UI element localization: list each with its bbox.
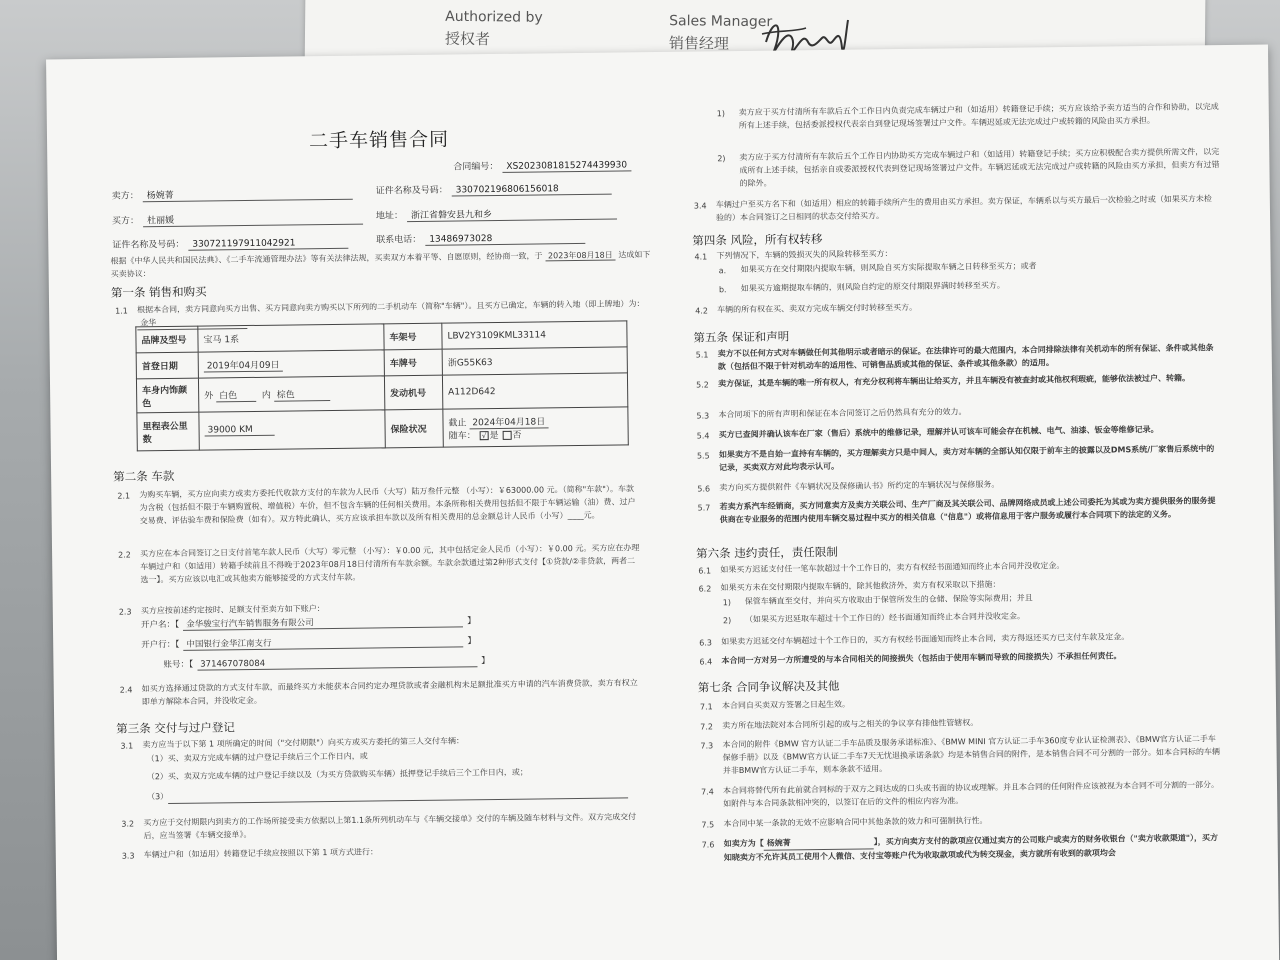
clause-6-2-a: 保管车辆直至交付，并向买方收取由于保管所发生的仓储、保险等实际费用；并且	[744, 593, 1033, 606]
clause-number: 5.5	[696, 451, 710, 461]
clause-3-1-option-1: （1）买、卖双方完成车辆的过户登记手续后三个工作日内，或	[146, 751, 368, 764]
clause-number: 7.3	[700, 741, 714, 751]
buyer-id-field: 证件名称及号码： 330721197911042921	[112, 235, 348, 252]
clause-number: 2.4	[119, 685, 133, 695]
clause-number: 1.1	[115, 306, 128, 316]
clause-number: 3.4	[693, 201, 707, 211]
color-value: 外 白色 内 棕色	[198, 376, 384, 412]
clause-1-1: 根据本合同，卖方同意向买方出售、买方同意向卖方购买以下所列的二手机动车（简称"车辆"）。且买方已确定，车辆的转入地（即上牌地）为：金华	[137, 297, 647, 330]
clause-6-4: 本合同一方对另一方所遭受的与本合同相关的间接损失（包括由于使用车辆而导致的间接损失）不承担任何责任。	[721, 651, 1122, 666]
manager-label: Sales Manager 销售经理	[668, 13, 773, 53]
clause-3-3-option-1: 卖方应于买方付清所有车款后五个工作日内负责完成车辆过户和（如适用）转籍登记手续；买方应该给予卖方适当的合作和协助，以完成所有上述手续，包括委派授权代表亲自到登记现场签署过户文件。车辆迟延或无法完成过户或转籍的风险由买方承担。	[738, 102, 1219, 131]
clause-number: 5.1	[695, 350, 709, 360]
clause-2-1: 为购买车辆，买方应向卖方或卖方委托代收款方支付的车款为人民币（大写）陆万叁仟元整 （小写）：￥63000.00 元。（简称"车款"）。车款为含税（包括但不限于车辆购置税、增值税）车价，但不包含车辆的任何相关费用。本条所称相关费用包括但不限于车辆运输（油）费、过户交易费、评估验车费和保险费（如有）。双方特此确认，买方应该承担车款以及所有相关费用的总金额总计人民币（小写）____元。	[139, 484, 636, 526]
insurance-label: 保险状况	[385, 409, 443, 448]
clause-number: 7.5	[701, 820, 715, 830]
clause-4-1-b: 如果买方逾期提取车辆的，则风险自约定的原交付期限界满时转移至买方。	[740, 280, 1005, 293]
clause-number: 2.1	[117, 491, 131, 501]
clause-number: 2.3	[118, 607, 132, 617]
account-bank-row: 开户行：【 中国银行金华江南支行 】	[141, 636, 477, 651]
clause-number: a.	[718, 266, 727, 276]
clause-number: 7.2	[700, 722, 714, 732]
seller-field: 卖方： 杨婉菁	[112, 186, 353, 203]
clause-5-5: 如果卖方不是自始一直持有车辆的，买方理解卖方只是中间人，卖方对车辆的全部认知仅限于前车主的披露以及DMS系统/厂家售后系统中的记录，买卖双方对此均表示认可。	[718, 444, 1215, 473]
clause-number: 7.1	[699, 702, 713, 712]
clause-7-6: 如卖方为【 杨婉菁 】，买方向卖方支付的款项应仅通过卖方的公司账户或卖方的财务收银台（"卖方收款渠道"），买方知晓卖方不允许其员工使用个人微信、支付宝等账户代为收取款项或代为转交现金，卖方就所有收到的款项均会	[723, 833, 1219, 863]
clause-number: 5.3	[696, 411, 710, 421]
no-checkbox	[502, 430, 511, 439]
account-name-row: 开户名：【 金华骏宝行汽车销售服务有限公司 】	[140, 616, 476, 631]
clause-number: 5.7	[697, 503, 711, 513]
article-4-heading: 第四条 风险，所有权转移	[692, 231, 823, 248]
clause-7-2: 卖方所在地法院对本合同所引起的或与之相关的争议享有排他性管辖权。	[722, 718, 979, 731]
article-3-heading: 第三条 交付与过户登记	[116, 720, 235, 736]
page-title: 二手车销售合同	[308, 128, 450, 153]
clause-number: 6.1	[698, 566, 712, 576]
contract-sheet	[46, 45, 1279, 960]
reg-label: 首登日期	[136, 352, 198, 379]
vehicle-info-table	[135, 320, 628, 451]
clause-3-1-option-2: （2）买、卖双方完成车辆的过户登记手续以及（为买方贷款购买车辆）抵押登记手续后三个工作日内，或；	[146, 767, 528, 782]
mileage-value: 39000 KM	[199, 410, 385, 450]
insurance-value: 截止 2024年04月18日 随车： √ 是 否	[443, 407, 628, 447]
clause-number: 1)	[722, 598, 732, 608]
account-number-row: 账号：【 371467078084 】	[163, 656, 490, 671]
clause-7-5: 本合同中某一条款的无效不应影响合同中其他条款的效力和可强制执行性。	[723, 816, 988, 829]
clause-5-4: 买方已查阅并确认该车在厂家（售后）系统中的维修记录，理解并认可该车可能会存在机械、电气、油漆、钣金等维修记录。	[718, 424, 1159, 440]
clause-number: 7.4	[700, 787, 714, 797]
clause-4-1: 下列情况下，车辆的毁损灭失的风险转移至买方：	[716, 249, 893, 261]
yes-checkbox: √	[480, 431, 489, 440]
clause-number: 5.4	[696, 431, 710, 441]
clause-number: 3.2	[121, 819, 135, 829]
clause-number: 3.1	[120, 741, 134, 751]
clause-number: 4.1	[694, 252, 708, 262]
mileage-label: 里程表公里数	[137, 412, 199, 451]
clause-4-1-a: 如果买方在交付期限内提取车辆，则风险自买方实际提取车辆之日转移至买方；或者	[740, 261, 1037, 274]
clause-number: 2)	[717, 154, 726, 164]
article-6-heading: 第六条 违约责任，责任限制	[696, 544, 838, 561]
clause-3-3-option-2: 卖方应于买方付清所有车款后五个工作日内协助买方完成车辆过户和（如适用）转籍登记手续；买方应积极配合卖方提供所需文件，以完成所有上述手续，包括亲自或委派授权代表到登记现场签署过户文件。车辆迟延或无法完成过户或转籍的风险由买方承担，但卖方有过错的除外。	[739, 147, 1220, 189]
contract-number: 合同编号： XS2023081815274439930	[453, 157, 631, 173]
clause-number: 2)	[722, 616, 732, 626]
clause-3-2: 买方应于交付期限内到卖方的工作场所接受卖方依据以上第1.1条所列机动车与《车辆交接单》交付的车辆及随车材料与文件。双方完成交付后，应当签署《车辆交接单》。	[143, 812, 637, 841]
clause-number: b.	[718, 285, 727, 295]
table-row	[137, 407, 628, 451]
clause-number: 6.4	[699, 657, 713, 667]
engine-value: A112D642	[442, 373, 627, 409]
clause-4-2: 车辆的所有权在买、卖双方完成车辆交付时转移至买方。	[717, 302, 918, 315]
clause-number: 1)	[716, 109, 726, 119]
clause-number: 5.2	[696, 380, 709, 390]
clause-6-3: 如果卖方迟延交付车辆超过十个工作日的，买方有权经书面通知而终止本合同，卖方得返还买方已支付车款及定金。	[721, 632, 1130, 647]
clause-6-1: 如果买方迟延支付任一笔车款超过十个工作日的，卖方有权经书面通知而终止本合同并没收定金。	[720, 561, 1065, 575]
clause-number: 7.6	[701, 840, 715, 850]
plate-value: 浙G55K63	[442, 347, 627, 375]
seller-id-field: 证件名称及号码： 330702196806156018	[376, 181, 612, 198]
clause-7-1: 本合同自买卖双方签署之日起生效。	[721, 699, 851, 711]
phone-field: 联系电话： 13486973028	[376, 230, 585, 247]
address-field: 地址： 浙江省磐安县九和乡	[376, 206, 617, 223]
article-2-heading: 第二条 车款	[113, 468, 175, 484]
vin-value: LBV2Y3109KML33114	[442, 321, 627, 349]
clause-2-2: 买方应在本合同签订之日支付首笔车款人民币（大写）零元整 （小写）：￥0.00 元，其中包括定金人民币（小写）：￥0.00 元。买方应在办理车辆过户和（如适用）转籍手续前且不得晚于2023年08月18日付清所有车款余额。车款余款通过第2种形式支付【①贷款/②非贷款，两者二选一】。买方应该以电汇或其他卖方能够接受的方式支付车款。	[140, 543, 640, 585]
clause-6-2: 如果买方未在交付期限内提取车辆的，除其他救济外，卖方有权采取以下措施：	[720, 579, 1001, 593]
preamble: 根据《中华人民共和国民法典》、《二手车流通管理办法》等有关法律法规，买卖双方本着平等、自愿原则，经协商一致，于 2023年08月18日 达成如下买卖协议：	[110, 250, 651, 279]
brand-label: 品牌及型号	[136, 326, 198, 353]
article-5-heading: 第五条 保证和声明	[693, 329, 790, 345]
article-1-heading: 第一条 销售和购买	[110, 284, 207, 300]
clause-number: 5.6	[697, 484, 711, 494]
clause-number: 3.3	[121, 851, 135, 861]
reg-value: 2019年04月09日	[198, 350, 384, 378]
vin-label: 车架号	[384, 323, 442, 350]
clause-5-7: 若卖方系汽车经销商，买方同意卖方及卖方关联公司、生产厂商及其关联公司、品牌网络成员或上述公司委托为其或为卖方提供服务的服务提供商在专业服务的范围内使用车辆交易过程中买方的相关信息（"信息"）或将信息用于客户服务或履行本合同项下的法定的义务。	[719, 496, 1216, 525]
clause-6-2-b: （如果买方迟延取车超过十个工作日的）经书面通知而终止本合同并没收定金。	[744, 611, 1025, 624]
clause-3-3: 车辆过户和（如适用）转籍登记手续应按照以下第 1 项方式进行：	[143, 847, 378, 860]
clause-3-4: 车辆过户至买方名下和（如适用）相应的转籍手续所产生的费用由买方承担。卖方保证，车辆系以与买方最后一次检验之时或（如果买方未检验的）本合同签订之日相同的状态交付给买方。	[715, 194, 1212, 223]
plate-label: 车牌号	[384, 349, 442, 376]
clause-7-4: 本合同将替代所有此前就合同标的于双方之间达成的口头或书面的协议或理解。并且本合同的任何附件应该被视为本合同不可分割的一部分。如附件与本合同条款相冲突的，以签订在后的文件的相应内容为准。	[722, 780, 1220, 809]
clause-number: 6.2	[698, 584, 712, 594]
article-7-heading: 第七条 合同争议解决及其他	[697, 678, 840, 695]
brand-value: 宝马 1系	[198, 324, 384, 352]
color-label: 车身内饰颜色	[136, 378, 198, 413]
clause-2-3: 买方应按前述约定按时、足额支付至卖方如下账户：	[140, 604, 325, 616]
clause-5-6: 卖方向买方提供附件《车辆状况及保修确认书》所约定的车辆状况与保修服务。	[719, 479, 1000, 493]
clause-5-3: 本合同项下的所有声明和保证在本合同签订之后仍然具有充分的效力。	[718, 407, 967, 420]
clause-number: 6.3	[699, 638, 713, 648]
clause-7-3: 本合同的附件《BMW 官方认证二手车品质及服务承诺标准》、《BMW MINI 官方认证二手车360度专业认证检测表》、《BMW官方认证二手车保修手册》以及《BMW官方认证二手车7天无忧退换承诺条款》均是本销售合同的附件，是本销售合同不可分割的一部分。如本合同标的车辆并非BMW官方认证二手车，则本条款不适用。	[722, 734, 1221, 776]
clause-5-1: 卖方不以任何方式对车辆做任何其他明示或者暗示的保证。在法律许可的最大范围内，本合同排除法律有关机动车的所有保证、条件或其他条款（包括但不限于针对机动车的适用性、可销售品质或其他的保证、条件或其他条款）的适用。	[717, 343, 1214, 372]
clause-2-4: 如买方选择通过贷款的方式支付车款，而最终买方未能获本合同约定办理贷款或者金融机构未足额批准买方申请的汽车消费贷款，卖方有权立即单方解除本合同，并没收定金。	[141, 678, 638, 707]
clause-5-2: 卖方保证，其是车辆的唯一所有权人，有充分权利将车辆出让给买方，并且车辆没有被查封或其他权利瑕疵，能够依法被过户、转籍。	[718, 373, 1191, 389]
engine-label: 发动机号	[384, 375, 442, 410]
authorized-label: Authorized by 授权者	[444, 8, 543, 49]
clause-number: 4.2	[695, 306, 708, 316]
clause-3-1-option-3: （3）	[147, 784, 647, 804]
buyer-field: 买方： 杜丽媛	[112, 211, 363, 228]
clause-3-1: 卖方应当于以下第 1 项所确定的时间（"交付期限"）向买方或买方委托的第三人交付车辆：	[142, 736, 464, 750]
clause-number: 2.2	[118, 550, 131, 560]
